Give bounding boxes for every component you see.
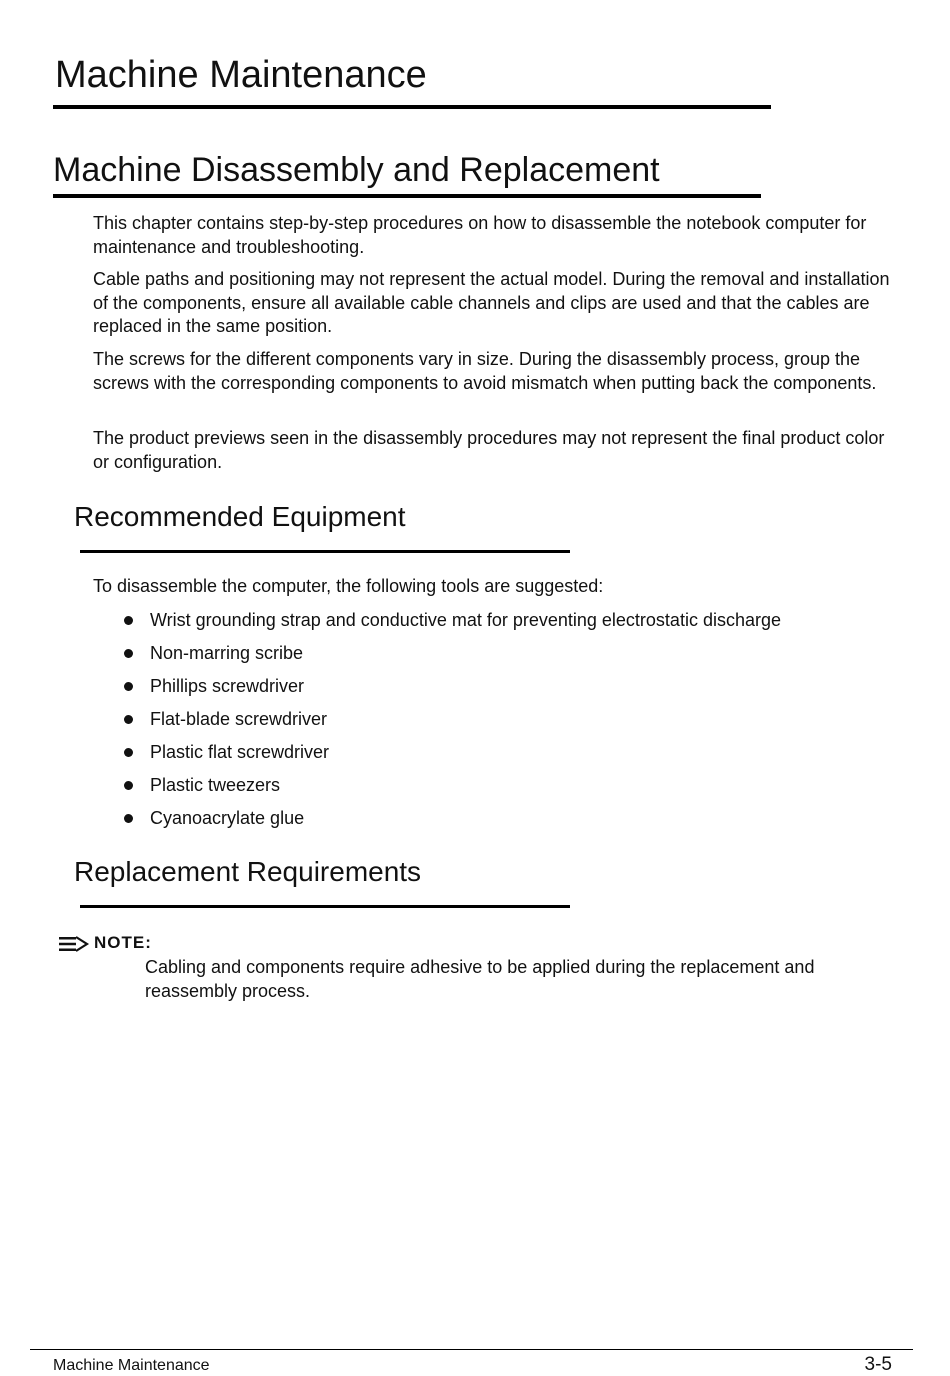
section-title-rule bbox=[53, 194, 761, 198]
list-item bbox=[120, 673, 900, 706]
bullet-icon bbox=[124, 715, 133, 724]
list-item bbox=[120, 607, 900, 640]
list-item bbox=[120, 805, 900, 838]
tool-label: Non-marring scribe bbox=[150, 643, 304, 663]
tool-label: Phillips screwdriver bbox=[150, 676, 305, 696]
intro-paragraph: This chapter contains step-by-step procedures on how to disassemble the notebook computer for maintenance and troubleshooting. bbox=[93, 213, 867, 257]
screws-paragraph: The screws for the different components vary in size. During the disassembly process, group the screws with the corresponding components to avoid mismatch when putting back the components. bbox=[93, 349, 877, 393]
footer-section-name: Machine Maintenance bbox=[53, 1357, 210, 1374]
note-label: NOTE: bbox=[94, 933, 152, 952]
bullet-icon bbox=[124, 682, 133, 691]
equipment-title-rule bbox=[80, 550, 570, 553]
bullet-icon bbox=[124, 616, 133, 625]
bullet-icon bbox=[124, 781, 133, 790]
list-item bbox=[120, 772, 900, 805]
note-text: Cabling and components require adhesive to be applied during the replacement and reassembly process. bbox=[145, 957, 815, 1001]
requirements-title: Replacement Requirements bbox=[74, 856, 422, 887]
tool-label: Cyanoacrylate glue bbox=[150, 808, 305, 828]
tool-label: Plastic flat screwdriver bbox=[150, 742, 330, 762]
tool-label: Plastic tweezers bbox=[150, 775, 281, 795]
list-item bbox=[120, 640, 900, 673]
bullet-icon bbox=[124, 814, 133, 823]
section-title: Machine Disassembly and Replacement bbox=[53, 151, 660, 189]
equipment-title: Recommended Equipment bbox=[74, 501, 406, 532]
list-item bbox=[120, 706, 900, 739]
cable-paths-paragraph: Cable paths and positioning may not represent the actual model. During the removal and installation of the components, ensure all available cable channels and clips are used and that the cables are replaced in the same position. bbox=[93, 269, 890, 336]
note-arrow-icon bbox=[58, 935, 90, 953]
equipment-intro: To disassemble the computer, the following tools are suggested: bbox=[93, 576, 604, 596]
bullet-icon bbox=[124, 649, 133, 658]
tool-label: Flat-blade screwdriver bbox=[150, 709, 328, 729]
footer-rule bbox=[30, 1349, 913, 1350]
previews-paragraph: The product previews seen in the disassembly procedures may not represent the final product color or configuration. bbox=[93, 428, 885, 472]
requirements-title-rule bbox=[80, 905, 570, 908]
tool-list bbox=[120, 607, 900, 838]
tool-label: Wrist grounding strap and conductive mat for preventing electrostatic discharge bbox=[150, 610, 781, 630]
page-number: 3-5 bbox=[864, 1354, 892, 1375]
bullet-icon bbox=[124, 748, 133, 757]
chapter-title-rule bbox=[53, 105, 771, 109]
list-item bbox=[120, 739, 900, 772]
chapter-title: Machine Maintenance bbox=[55, 54, 427, 96]
